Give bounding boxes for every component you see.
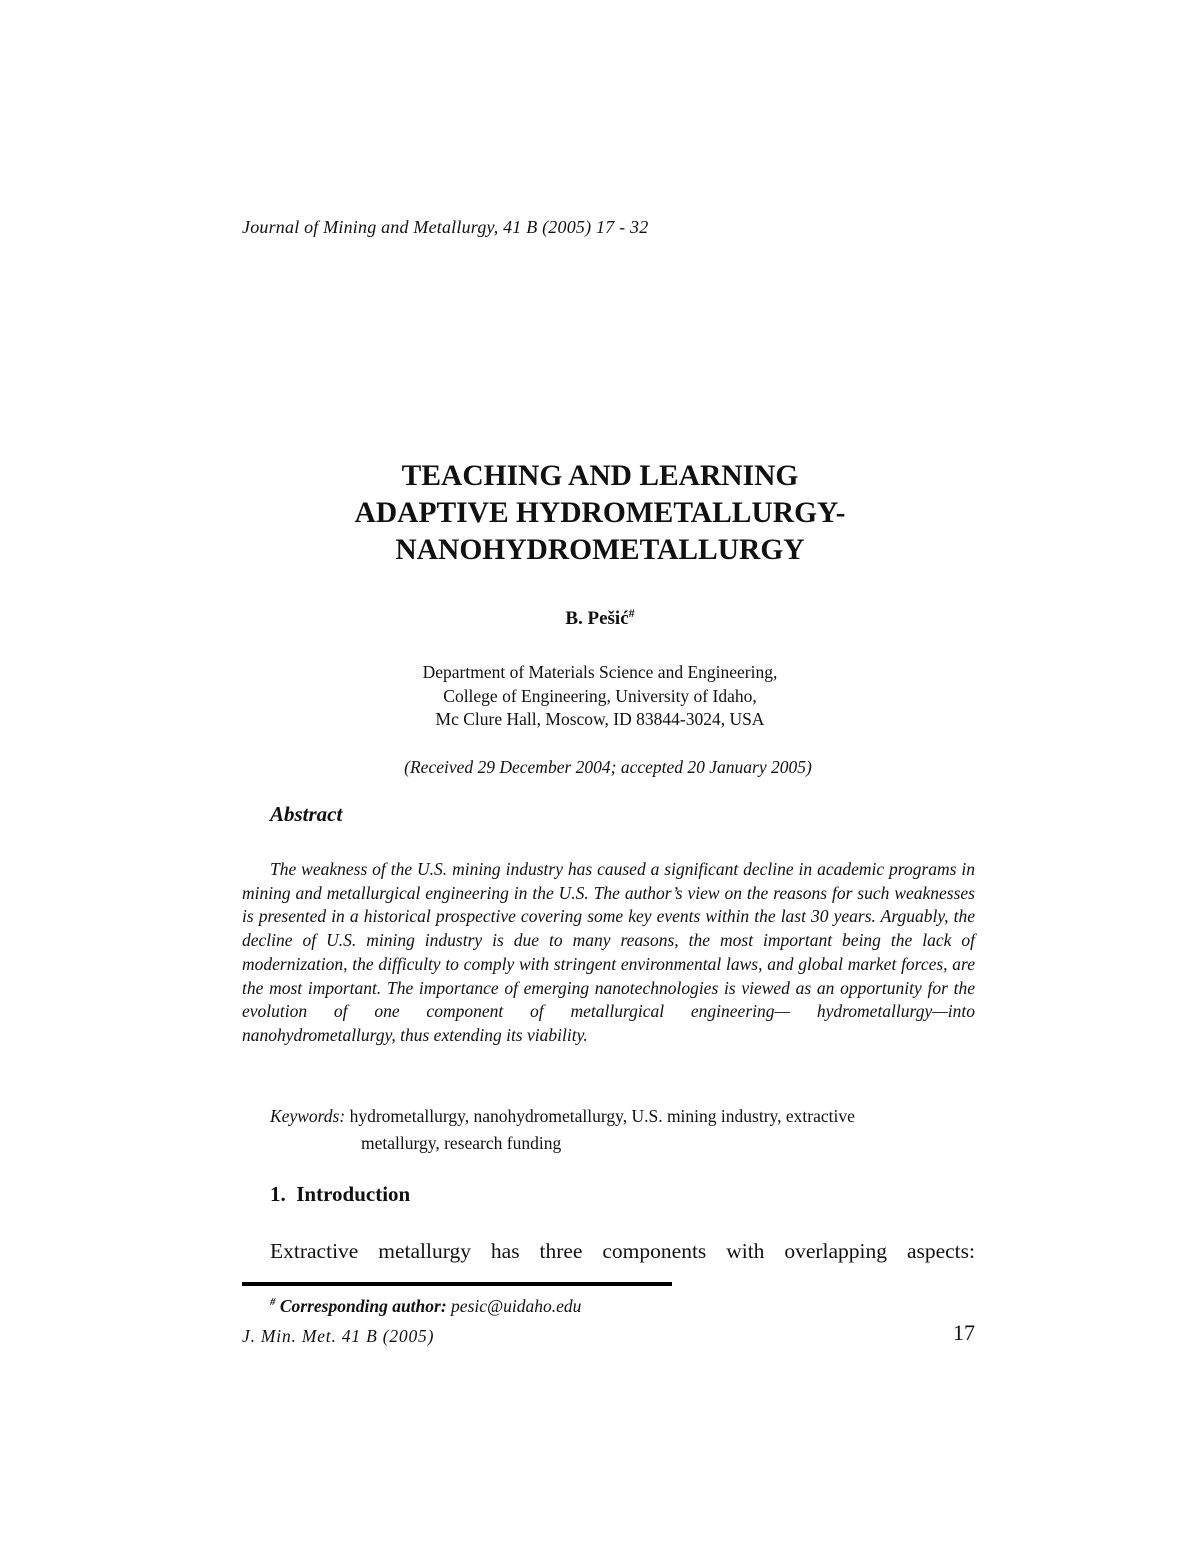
affiliation-line: Department of Materials Science and Engineering, <box>422 662 778 682</box>
running-head: Journal of Mining and Metallurgy, 41 B (2005) 17 - 32 <box>242 217 649 237</box>
keywords-line: metallurgy, research funding <box>361 1133 562 1153</box>
footnote-mark: # <box>270 1296 276 1308</box>
title-line: ADAPTIVE HYDROMETALLURGY- <box>354 497 846 529</box>
keywords <box>270 1103 975 1157</box>
affiliation-line: Mc Clure Hall, Moscow, ID 83844-3024, USA <box>435 709 765 729</box>
footnote-label: Corresponding author: <box>279 1296 447 1316</box>
author <box>0 606 1200 630</box>
author-name: B. Pešić <box>565 608 629 629</box>
footnote-email[interactable]: pesic@uidaho.edu <box>451 1296 582 1316</box>
author-footnote-mark: # <box>628 606 635 620</box>
footnote-divider <box>242 1282 672 1286</box>
title-line: TEACHING AND LEARNING <box>401 460 799 492</box>
section-heading <box>270 1182 410 1207</box>
affiliation-line: College of Engineering, University of Idaho, <box>443 685 757 706</box>
paper-title <box>0 458 1200 569</box>
intro-first-line: Extractive metallurgy has three components with overlapping aspects: <box>270 1239 975 1263</box>
section-title: Introduction <box>296 1182 411 1206</box>
footer-citation: J. Min. Met. 41 B (2005) <box>242 1326 435 1346</box>
received-dates: (Received 29 December 2004; accepted 20 January 2005) <box>404 757 812 777</box>
affiliation <box>0 661 1200 732</box>
keywords-line: hydrometallurgy, nanohydrometallurgy, U.S. mining industry, extractive <box>349 1106 855 1126</box>
keywords-label: Keywords: <box>270 1106 346 1126</box>
abstract-text: The weakness of the U.S. mining industry has caused a significant decline in academic programs in mining and metallurgical engineering in the U.S. The author’s view on the reasons for such weaknesses is presented in a historical prospective covering some key events within the last 30 years. Arguably, the decline of U.S. mining industry is due to many reasons, the most important being the lack of modernization, the difficulty to comply with stringent environmental laws, and global market forces, are the most important. The importance of emerging nanotechnologies is viewed as an opportunity for the evolution of one component of metallurgical engineering— hydrometallurgy—into nanohydrometallurgy, thus extending its viability. <box>242 859 975 1045</box>
section-number: 1. <box>270 1182 286 1206</box>
page-number: 17 <box>953 1320 975 1345</box>
footnote <box>270 1296 581 1317</box>
title-line: NANOHYDROMETALLURGY <box>395 534 805 566</box>
abstract-heading: Abstract <box>270 802 343 826</box>
